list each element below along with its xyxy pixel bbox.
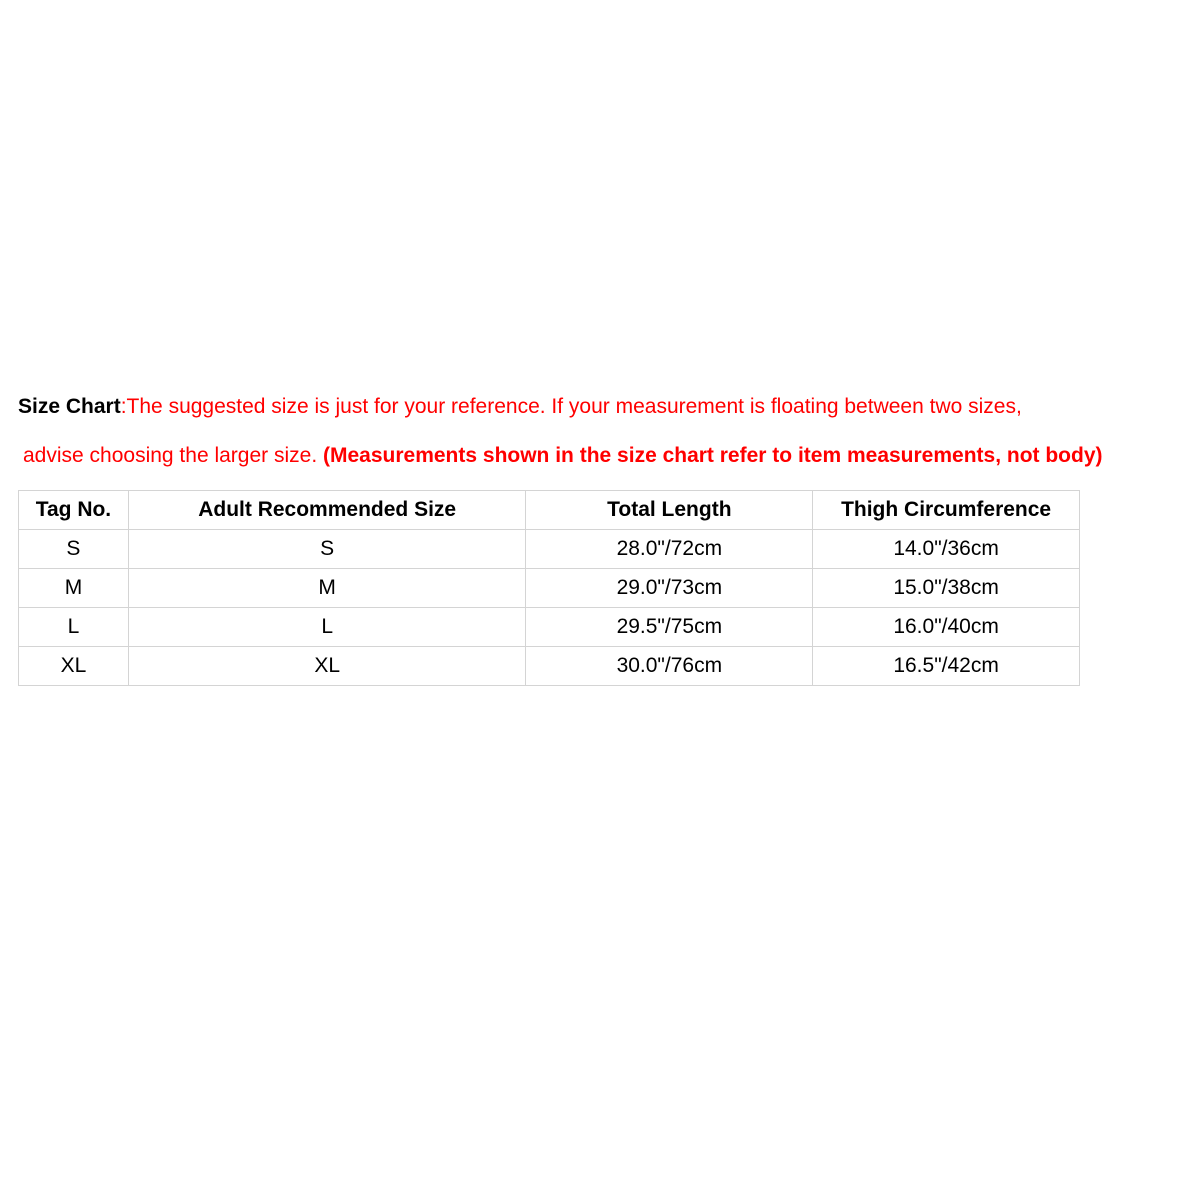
size-chart-label: Size Chart <box>18 395 121 418</box>
table-row <box>19 608 1080 647</box>
cell-thigh-circumference: 15.0"/38cm <box>813 569 1080 608</box>
intro-line-1 <box>18 393 1193 421</box>
cell-total-length: 29.5"/75cm <box>526 608 813 647</box>
cell-tag-no: XL <box>19 647 129 686</box>
cell-tag-no: L <box>19 608 129 647</box>
intro-separator: : <box>120 395 127 418</box>
cell-adult-size: L <box>128 608 526 647</box>
table-header-row <box>19 491 1080 530</box>
cell-adult-size: XL <box>128 647 526 686</box>
intro-reference-text: The suggested size is just for your reference. If your measurement is floating between two sizes, <box>126 395 1022 418</box>
header-tag-no: Tag No. <box>19 491 129 530</box>
table-row <box>19 647 1080 686</box>
cell-thigh-circumference: 14.0"/36cm <box>813 530 1080 569</box>
cell-total-length: 28.0"/72cm <box>526 530 813 569</box>
cell-total-length: 29.0"/73cm <box>526 569 813 608</box>
header-total-length: Total Length <box>526 491 813 530</box>
header-adult-recommended-size: Adult Recommended Size <box>128 491 526 530</box>
table-row <box>19 569 1080 608</box>
cell-tag-no: M <box>19 569 129 608</box>
size-chart-intro <box>18 393 1193 470</box>
size-table <box>18 490 1080 686</box>
intro-line-2 <box>18 442 1193 470</box>
header-thigh-circumference: Thigh Circumference <box>813 491 1080 530</box>
intro-advice-text: advise choosing the larger size. <box>23 444 323 467</box>
cell-adult-size: M <box>128 569 526 608</box>
table-row <box>19 530 1080 569</box>
cell-adult-size: S <box>128 530 526 569</box>
cell-total-length: 30.0"/76cm <box>526 647 813 686</box>
cell-thigh-circumference: 16.0"/40cm <box>813 608 1080 647</box>
cell-thigh-circumference: 16.5"/42cm <box>813 647 1080 686</box>
cell-tag-no: S <box>19 530 129 569</box>
intro-measurement-note: (Measurements shown in the size chart refer to item measurements, not body) <box>323 444 1103 467</box>
